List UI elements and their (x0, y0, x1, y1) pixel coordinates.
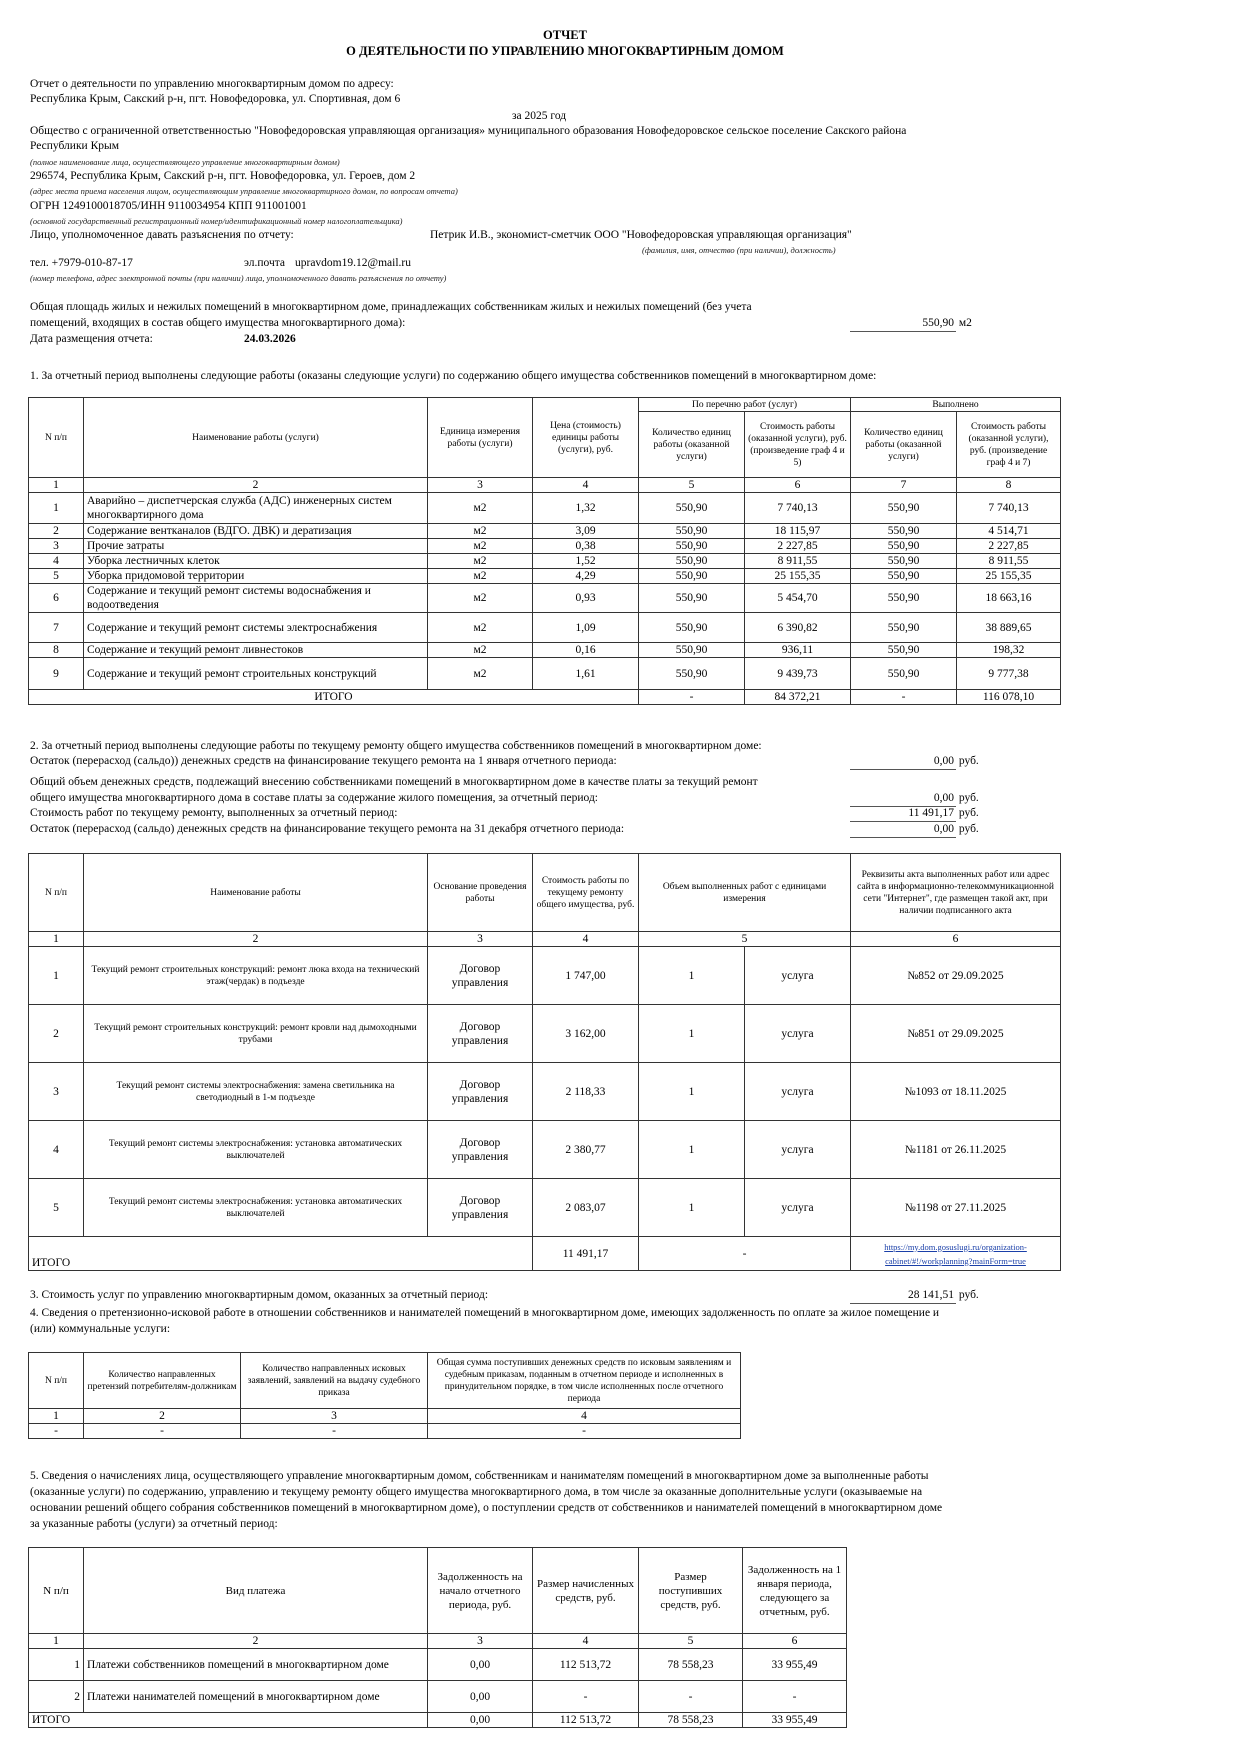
col-done-qty: Количество единиц работы (оказанной услуги) (851, 412, 957, 478)
cell-done-cost: 4 514,71 (957, 524, 1061, 539)
total-cost: 11 491,17 (533, 1237, 639, 1271)
cell-price: 4,29 (533, 569, 639, 584)
col-name: Наименование работы (84, 854, 428, 932)
ogrn-note: (основной государственный регистрационный номер/идентификационный номер налогоплательщика) (30, 216, 403, 226)
cell-num: 5 (29, 1179, 84, 1237)
col-number: 6 (743, 1634, 847, 1649)
cell-done-qty: 550,90 (851, 584, 957, 613)
cell-unit: услуга (745, 1063, 851, 1121)
cell-unit: м2 (428, 658, 533, 690)
table-row (29, 569, 1061, 584)
management-cost-value: 28 141,51 (850, 1288, 956, 1304)
cell-price: 0,93 (533, 584, 639, 613)
col-number: 3 (428, 478, 533, 493)
cell-plan-cost: 9 439,73 (745, 658, 851, 690)
cell-plan-qty: 550,90 (639, 613, 745, 643)
report-period: за 2025 год (512, 110, 567, 122)
cell-plan-qty: 550,90 (639, 554, 745, 569)
cell-plan-cost: 18 115,97 (745, 524, 851, 539)
total-label: ИТОГО (29, 1713, 428, 1728)
cell-claims: - (84, 1424, 241, 1439)
cell-cost: 2 380,77 (533, 1121, 639, 1179)
cell-plan-qty: 550,90 (639, 643, 745, 658)
cell-unit: услуга (745, 1179, 851, 1237)
cell-done-cost: 38 889,65 (957, 613, 1061, 643)
col-num: N п/п (29, 1353, 84, 1409)
cell-done-cost: 2 227,85 (957, 539, 1061, 554)
cell-unit: м2 (428, 554, 533, 569)
cell-done-qty: 550,90 (851, 613, 957, 643)
cell-done-qty: 550,90 (851, 643, 957, 658)
cell-debt-start: 0,00 (428, 1681, 533, 1713)
repair-total-funds-label: Общий объем денежных средств, подлежащий внесению собственниками помещений в многоквартирном доме в качестве платы за текущий ремонт (30, 776, 758, 788)
col-number: 4 (533, 1634, 639, 1649)
col-number: 6 (745, 478, 851, 493)
table-row (29, 947, 1061, 1005)
table-row (29, 1179, 1061, 1237)
table-row (29, 643, 1061, 658)
cell-done-qty: 550,90 (851, 539, 957, 554)
repair-works-cost-label: Стоимость работ по текущему ремонту, выполненных за отчетный период: (30, 807, 398, 819)
total-row (29, 690, 1061, 705)
cell-num: 4 (29, 1121, 84, 1179)
cell-name: Текущий ремонт системы электроснабжения: установка автоматических выключателей (84, 1179, 428, 1237)
area-text-cont: помещений, входящих в состав общего имущества многоквартирного дома): (30, 317, 406, 329)
cell-debt-start: 0,00 (428, 1649, 533, 1681)
cell-basis: Договор управления (428, 1179, 533, 1237)
col-number: 3 (428, 1634, 533, 1649)
cell-unit: м2 (428, 493, 533, 524)
column-numbers-row (29, 932, 1061, 947)
address-intro: Отчет о деятельности по управлению многоквартирным домом по адресу: (30, 78, 394, 90)
total-label: ИТОГО (29, 1237, 533, 1271)
col-number: 1 (29, 478, 84, 493)
table-row (29, 1121, 1061, 1179)
claims-table (28, 1352, 741, 1439)
cell-done-qty: 550,90 (851, 524, 957, 539)
cell-done-qty: 550,90 (851, 554, 957, 569)
management-cost (850, 1288, 979, 1304)
area-value-wrap (850, 316, 972, 332)
col-number: 4 (428, 1409, 741, 1424)
cell-act: №1093 от 18.11.2025 (851, 1063, 1061, 1121)
gosuslugi-link[interactable]: https://my.dom.gosuslugi.ru/organization-cabinet/#!/workplanning?mainForm=true (884, 1241, 1027, 1266)
phone: тел. +7979-010-87-17 (30, 257, 133, 269)
org-name: Общество с ограниченной ответственностью "Новофедоровская управляющая организация» муниципального образования Новофедоровское сельское поселение Сакского района (30, 125, 907, 137)
cell-act: №851 от 29.09.2025 (851, 1005, 1061, 1063)
col-number: 2 (84, 1634, 428, 1649)
cell-plan-cost: 8 911,55 (745, 554, 851, 569)
email[interactable]: upravdom19.12@mail.ru (295, 257, 411, 269)
col-plan-cost: Стоимость работы (оказанной услуги), руб. (произведение граф 4 и 5) (745, 412, 851, 478)
cell-num: 7 (29, 613, 84, 643)
table-row (29, 1005, 1061, 1063)
cell-name: Содержание и текущий ремонт строительных конструкций (84, 658, 428, 690)
cell-debt-end: - (743, 1681, 847, 1713)
date-value: 24.03.2026 (244, 333, 296, 345)
cell-unit: м2 (428, 613, 533, 643)
currency-label: руб. (958, 807, 979, 819)
cell-name: Содержание и текущий ремонт системы водоснабжения и водоотведения (84, 584, 428, 613)
col-number: 5 (639, 1634, 743, 1649)
section5-heading-cont2: основании решений общего собрания собственников помещений в многоквартирном доме), о поступлении средств от собственников и нанимателей помещений в многоквартирном доме (30, 1502, 943, 1514)
reception-note: (адрес места приема населения лицом, осуществляющим управление многоквартирного домом, по вопросам отчета) (30, 186, 458, 196)
cell-name: Аварийно – диспетчерская служба (АДС) инженерных систем многоквартирного дома (84, 493, 428, 524)
cell-done-cost: 18 663,16 (957, 584, 1061, 613)
total-plan-cost: 84 372,21 (745, 690, 851, 705)
cell-num: 3 (29, 539, 84, 554)
cell-num: 2 (29, 524, 84, 539)
cell-num: 4 (29, 554, 84, 569)
cell-qty: 1 (639, 1063, 745, 1121)
cell-num: 2 (29, 1005, 84, 1063)
col-number: 2 (84, 478, 428, 493)
cell-qty: 1 (639, 1121, 745, 1179)
col-number: 3 (241, 1409, 428, 1424)
cell-basis: Договор управления (428, 1063, 533, 1121)
col-num: N п/п (29, 398, 84, 478)
ogrn-inn: ОГРН 1249100018705/ИНН 9110034954 КПП 911001001 (30, 200, 307, 212)
col-number: 4 (533, 478, 639, 493)
cell-name: Уборка лестничных клеток (84, 554, 428, 569)
cell-name: Прочие затраты (84, 539, 428, 554)
section5-heading: 5. Сведения о начислениях лица, осуществляющего управление многоквартирным домом, собственникам и нанимателям помещений в многоквартирном доме за выполненные работы (30, 1470, 929, 1482)
cell-num: 9 (29, 658, 84, 690)
col-type: Вид платежа (84, 1548, 428, 1634)
cell-type: Платежи нанимателей помещений в многоквартирном доме (84, 1681, 428, 1713)
col-plan-qty: Количество единиц работы (оказанной услуги) (639, 412, 745, 478)
current-repair-table (28, 853, 1061, 1271)
col-num: N п/п (29, 1548, 84, 1634)
currency-label: руб. (958, 792, 979, 804)
repair-balance-end-label: Остаток (перерасход (сальдо) денежных средств на финансирование текущего ремонта на 31 декабря отчетного периода: (30, 823, 625, 835)
col-number: 1 (29, 1634, 84, 1649)
cell-name: Содержание и текущий ремонт системы электроснабжения (84, 613, 428, 643)
cell-name: Уборка придомовой территории (84, 569, 428, 584)
col-number: 7 (851, 478, 957, 493)
table-row (29, 1681, 847, 1713)
col-cost: Стоимость работы по текущему ремонту общего имущества, руб. (533, 854, 639, 932)
section2-heading: 2. За отчетный период выполнены следующие работы по текущему ремонту общего имущества собственников помещений в многоквартирном доме: (30, 740, 762, 752)
cell-done-cost: 198,32 (957, 643, 1061, 658)
cell-name: Содержание и текущий ремонт ливнестоков (84, 643, 428, 658)
total-row (29, 1237, 1061, 1271)
cell-unit: м2 (428, 643, 533, 658)
cell-plan-cost: 936,11 (745, 643, 851, 658)
cell-plan-cost: 6 390,82 (745, 613, 851, 643)
section5-heading-cont1: (оказанные услуги) по содержанию, управлению и текущему ремонту общего имущества многоквартирного дома, в том числе за оказанные дополнительные услуги (оказываемые на (30, 1486, 923, 1498)
cell-price: 1,09 (533, 613, 639, 643)
cell-num: 3 (29, 1063, 84, 1121)
section3-label: 3. Стоимость услуг по управлению многоквартирным домом, оказанных за отчетный период: (30, 1289, 489, 1301)
cell-cost: 2 118,33 (533, 1063, 639, 1121)
col-num: N п/п (29, 854, 84, 932)
repair-works-cost-value: 11 491,17 (850, 806, 956, 822)
currency-label: руб. (958, 823, 979, 835)
cell-num: - (29, 1424, 84, 1439)
total-plan-qty: - (639, 690, 745, 705)
report-subtitle: О ДЕЯТЕЛЬНОСТИ ПО УПРАВЛЕНИЮ МНОГОКВАРТИРНЫМ ДОМОМ (346, 44, 784, 58)
col-number: 6 (851, 932, 1061, 947)
cell-basis: Договор управления (428, 1005, 533, 1063)
cell-unit: м2 (428, 524, 533, 539)
section1-heading: 1. За отчетный период выполнены следующие работы (оказаны следующие услуги) по содержанию общего имущества собственников помещений в многоквартирном доме: (30, 370, 877, 382)
cell-num: 8 (29, 643, 84, 658)
repair-total-funds-label-cont: общего имущества многоквартирного дома в составе платы за содержание жилого помещения, за отчетный период: (30, 792, 599, 804)
total-link-cell (851, 1237, 1061, 1271)
cell-received: - (639, 1681, 743, 1713)
table-row (29, 554, 1061, 569)
responsible-note: (фамилия, имя, отчество (при наличии), должность) (642, 245, 836, 255)
cell-charged: - (533, 1681, 639, 1713)
cell-unit: услуга (745, 1005, 851, 1063)
currency-label: руб. (958, 755, 979, 767)
cell-done-cost: 25 155,35 (957, 569, 1061, 584)
col-lawsuits: Количество направленных исковых заявлений, заявлений на выдачу судебного приказа (241, 1353, 428, 1409)
cell-plan-cost: 2 227,85 (745, 539, 851, 554)
col-volume: Объем выполненных работ с единицами измерения (639, 854, 851, 932)
cell-basis: Договор управления (428, 947, 533, 1005)
cell-debt-end: 33 955,49 (743, 1649, 847, 1681)
cell-name: Текущий ремонт строительных конструкций: ремонт кровли над дымоходными трубами (84, 1005, 428, 1063)
cell-plan-qty: 550,90 (639, 584, 745, 613)
col-basis: Основание проведения работы (428, 854, 533, 932)
cell-price: 1,61 (533, 658, 639, 690)
col-charged: Размер начисленных средств, руб. (533, 1548, 639, 1634)
col-number: 5 (639, 932, 851, 947)
table-row (29, 524, 1061, 539)
cell-done-cost: 7 740,13 (957, 493, 1061, 524)
table-row (29, 493, 1061, 524)
total-label: ИТОГО (29, 690, 639, 705)
column-numbers-row (29, 1634, 847, 1649)
area-value: 550,90 (850, 316, 956, 332)
cell-type: Платежи собственников помещений в многоквартирном доме (84, 1649, 428, 1681)
cell-price: 3,09 (533, 524, 639, 539)
cell-plan-qty: 550,90 (639, 524, 745, 539)
cell-done-qty: 550,90 (851, 493, 957, 524)
column-numbers-row (29, 1409, 741, 1424)
total-volume: - (639, 1237, 851, 1271)
building-address: Республика Крым, Сакский р-н, пгт. Новофедоровка, ул. Спортивная, дом 6 (30, 93, 401, 105)
repair-balance-start (850, 754, 979, 770)
cell-unit: м2 (428, 569, 533, 584)
col-number: 1 (29, 932, 84, 947)
cell-num: 2 (29, 1681, 84, 1713)
cell-num: 6 (29, 584, 84, 613)
col-number: 1 (29, 1409, 84, 1424)
col-price: Цена (стоимость) единицы работы (услуги), руб. (533, 398, 639, 478)
total-debt-start: 0,00 (428, 1713, 533, 1728)
cell-plan-cost: 25 155,35 (745, 569, 851, 584)
cell-num: 1 (29, 493, 84, 524)
total-row (29, 1713, 847, 1728)
cell-act: №852 от 29.09.2025 (851, 947, 1061, 1005)
col-number: 5 (639, 478, 745, 493)
total-received: 78 558,23 (639, 1713, 743, 1728)
col-group-plan: По перечню работ (услуг) (639, 398, 851, 412)
cell-unit: м2 (428, 539, 533, 554)
cell-qty: 1 (639, 1179, 745, 1237)
cell-num: 5 (29, 569, 84, 584)
cell-plan-qty: 550,90 (639, 539, 745, 554)
org-name-note: (полное наименование лица, осуществляющего управление многоквартирным домом) (30, 157, 340, 167)
cell-lawsuits: - (241, 1424, 428, 1439)
col-done-cost: Стоимость работы (оказанной услуги), руб. (произведение граф 4 и 7) (957, 412, 1061, 478)
repair-total-funds (850, 791, 979, 807)
total-done-qty: - (851, 690, 957, 705)
col-number: 2 (84, 1409, 241, 1424)
reception-address: 296574, Республика Крым, Сакский р-н, пгт. Новофедоровка, ул. Героев, дом 2 (30, 170, 416, 182)
cell-done-cost: 8 911,55 (957, 554, 1061, 569)
col-act: Реквизиты акта выполненных работ или адрес сайта в информационно-телекоммуникационной сети "Интернет", где размещен такой акт, при наличии подписанного акта (851, 854, 1061, 932)
cell-done-qty: 550,90 (851, 658, 957, 690)
cell-cost: 2 083,07 (533, 1179, 639, 1237)
col-number: 8 (957, 478, 1061, 493)
cell-basis: Договор управления (428, 1121, 533, 1179)
table-row (29, 1649, 847, 1681)
col-received: Размер поступивших средств, руб. (639, 1548, 743, 1634)
responsible-value: Петрик И.В., экономист-сметчик ООО "Новофедоровская управляющая организация" (430, 229, 852, 241)
table-row (29, 539, 1061, 554)
cell-unit: услуга (745, 947, 851, 1005)
cell-act: №1181 от 26.11.2025 (851, 1121, 1061, 1179)
cell-unit: м2 (428, 584, 533, 613)
repair-balance-start-value: 0,00 (850, 754, 956, 770)
report-title: ОТЧЕТ (543, 28, 587, 42)
cell-plan-cost: 5 454,70 (745, 584, 851, 613)
column-numbers-row (29, 478, 1061, 493)
cell-name: Содержание вентканалов (ВДГО. ДВК) и дератизация (84, 524, 428, 539)
col-group-done: Выполнено (851, 398, 1061, 412)
cell-price: 0,38 (533, 539, 639, 554)
col-claims: Количество направленных претензий потребителям-должникам (84, 1353, 241, 1409)
repair-total-funds-value: 0,00 (850, 791, 956, 807)
currency-label: руб. (958, 1289, 979, 1301)
col-number: 4 (533, 932, 639, 947)
cell-price: 0,16 (533, 643, 639, 658)
cell-cost: 1 747,00 (533, 947, 639, 1005)
total-debt-end: 33 955,49 (743, 1713, 847, 1728)
payments-table (28, 1547, 847, 1728)
cell-num: 1 (29, 1649, 84, 1681)
cell-charged: 112 513,72 (533, 1649, 639, 1681)
section4-heading-cont: (или) коммунальные услуги: (30, 1323, 171, 1335)
maintenance-works-table (28, 397, 1061, 705)
org-name-cont: Республики Крым (30, 140, 119, 152)
col-debt-end: Задолженность на 1 января периода, следующего за отчетным, руб. (743, 1548, 847, 1634)
cell-name: Текущий ремонт системы электроснабжения: замена светильника на светодиодный в 1-м подъезде (84, 1063, 428, 1121)
date-label: Дата размещения отчета: (30, 333, 153, 345)
contact-note: (номер телефона, адрес электронной почты (при наличии) лица, уполномоченного давать разъяснения по отчету) (30, 273, 447, 283)
area-text: Общая площадь жилых и нежилых помещений в многоквартирном доме, принадлежащих собственникам жилых и нежилых помещений (без учета (30, 301, 752, 313)
repair-balance-end (850, 822, 979, 838)
cell-done-cost: 9 777,38 (957, 658, 1061, 690)
col-number: 3 (428, 932, 533, 947)
repair-balance-start-label: Остаток (перерасход (сальдо)) денежных средств на финансирование текущего ремонта на 1 января отчетного периода: (30, 755, 617, 767)
cell-plan-qty: 550,90 (639, 658, 745, 690)
cell-plan-cost: 7 740,13 (745, 493, 851, 524)
cell-sum: - (428, 1424, 741, 1439)
total-done-cost: 116 078,10 (957, 690, 1061, 705)
table-row (29, 1424, 741, 1439)
cell-done-qty: 550,90 (851, 569, 957, 584)
section5-heading-cont3: за указанные работы (услуги) за отчетный период: (30, 1518, 278, 1530)
cell-price: 1,52 (533, 554, 639, 569)
area-unit: м2 (958, 317, 972, 329)
repair-works-cost (850, 806, 979, 822)
total-charged: 112 513,72 (533, 1713, 639, 1728)
cell-qty: 1 (639, 1005, 745, 1063)
cell-act: №1198 от 27.11.2025 (851, 1179, 1061, 1237)
cell-plan-qty: 550,90 (639, 493, 745, 524)
repair-balance-end-value: 0,00 (850, 822, 956, 838)
cell-name: Текущий ремонт системы электроснабжения: установка автоматических выключателей (84, 1121, 428, 1179)
col-name: Наименование работы (услуги) (84, 398, 428, 478)
table-row (29, 658, 1061, 690)
cell-name: Текущий ремонт строительных конструкций: ремонт люка входа на технический этаж(чердак) в подъезде (84, 947, 428, 1005)
cell-qty: 1 (639, 947, 745, 1005)
cell-num: 1 (29, 947, 84, 1005)
table-row (29, 1063, 1061, 1121)
cell-plan-qty: 550,90 (639, 569, 745, 584)
cell-price: 1,32 (533, 493, 639, 524)
cell-cost: 3 162,00 (533, 1005, 639, 1063)
email-label: эл.почта (244, 257, 286, 269)
section4-heading: 4. Сведения о претензионно-исковой работе в отношении собственников и нанимателей помещений в многоквартирном доме, имеющих задолженность по оплате за жилое помещение и (30, 1307, 940, 1319)
col-number: 2 (84, 932, 428, 947)
col-unit: Единица измерения работы (услуги) (428, 398, 533, 478)
table-row (29, 613, 1061, 643)
col-sum: Общая сумма поступивших денежных средств по исковым заявлениям и судебным приказам, поданным в отчетном периоде и исполненных в принудительном порядке, в том числе исполненных после отчетного периода (428, 1353, 741, 1409)
responsible-label: Лицо, уполномоченное давать разъяснения по отчету: (30, 229, 294, 241)
table-row (29, 584, 1061, 613)
cell-received: 78 558,23 (639, 1649, 743, 1681)
col-debt-start: Задолженность на начало отчетного периода, руб. (428, 1548, 533, 1634)
cell-unit: услуга (745, 1121, 851, 1179)
